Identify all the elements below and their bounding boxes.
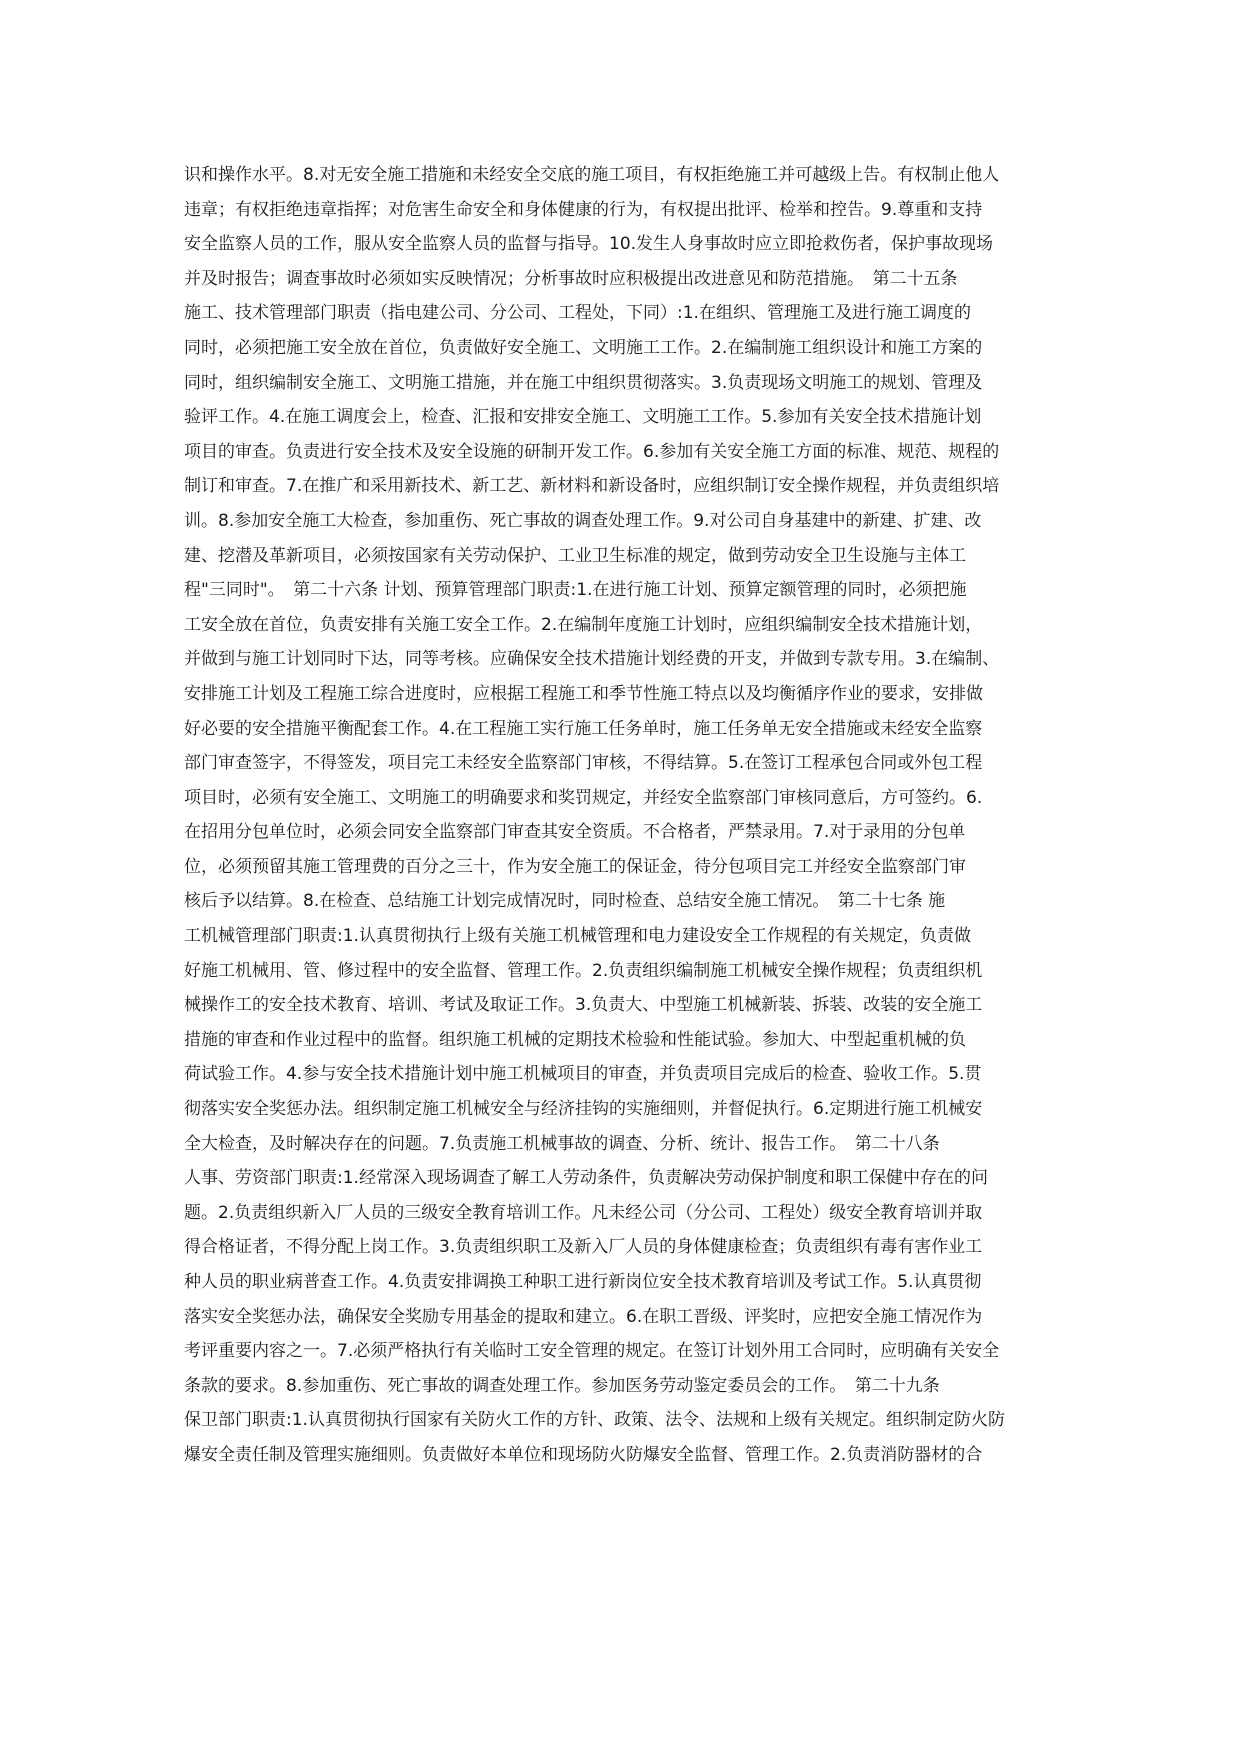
text-line: 彻落实安全奖惩办法。组织制定施工机械安全与经济挂钩的实施细则，并督促执行。6.定期进行施工机械安 [184, 1099, 983, 1120]
body-text [184, 158, 1064, 1473]
text-line: 械操作工的安全技术教育、培训、考试及取证工作。3.负责大、中型施工机械新装、拆装、改装的安全施工 [184, 995, 983, 1016]
text-line: 保卫部门职责:1.认真贯彻执行国家有关防火工作的方针、政策、法令、法规和上级有关规定。组织制定防火防 [184, 1410, 1005, 1431]
text-line: 考评重要内容之一。7.必须严格执行有关临时工安全管理的规定。在签订计划外用工合同时，应明确有关安全 [184, 1341, 1000, 1362]
text-line: 好必要的安全措施平衡配套工作。4.在工程施工实行施工任务单时，施工任务单无安全措施或未经安全监察 [184, 718, 983, 739]
text-line: 题。2.负责组织新入厂人员的三级安全教育培训工作。凡未经公司（分公司、工程处）级安全教育培训并取 [184, 1202, 983, 1223]
text-line: 安全监察人员的工作，服从安全监察人员的监督与指导。10.发生人身事故时应立即抢救伤者，保护事故现场 [184, 234, 994, 255]
text-line: 得合格证者，不得分配上岗工作。3.负责组织职工及新入厂人员的身体健康检查；负责组织有毒有害作业工 [184, 1237, 983, 1258]
text-line: 部门审查签字，不得签发，项目完工未经安全监察部门审核，不得结算。5.在签订工程承包合同或外包工程 [184, 753, 983, 774]
text-line: 工安全放在首位，负责安排有关施工安全工作。2.在编制年度施工计划时，应组织编制安全技术措施计划， [184, 614, 983, 635]
text-line: 验评工作。4.在施工调度会上，检查、汇报和安排安全施工、文明施工工作。5.参加有关安全技术措施计划 [184, 407, 982, 428]
text-line: 全大检查，及时解决存在的问题。7.负责施工机械事故的调查、分析、统计、报告工作。 第二十八条 [184, 1133, 940, 1154]
text-line: 爆安全责任制及管理实施细则。负责做好本单位和现场防火防爆安全监督、管理工作。2.负责消防器材的合 [184, 1444, 983, 1465]
text-line: 制订和审查。7.在推广和采用新技术、新工艺、新材料和新设备时，应组织制订安全操作规程，并负责组织培 [184, 476, 1000, 497]
text-line: 安排施工计划及工程施工综合进度时，应根据工程施工和季节性施工特点以及均衡循序作业的要求，安排做 [184, 683, 983, 704]
text-line: 种人员的职业病普查工作。4.负责安排调换工种职工进行新岗位安全技术教育培训及考试工作。5.认真贯彻 [184, 1272, 982, 1292]
text-line: 违章；有权拒绝违章指挥；对危害生命安全和身体健康的行为，有权提出批评、检举和控告。9.尊重和支持 [184, 199, 983, 220]
text-line: 并及时报告；调查事故时必须如实反映情况；分析事故时应积极提出改进意见和防范措施。 第二十五条 [184, 268, 958, 289]
text-line: 荷试验工作。4.参与安全技术措施计划中施工机械项目的审查，并负责项目完成后的检查、验收工作。5.贯 [184, 1064, 982, 1085]
text-line: 并做到与施工计划同时下达，同等考核。应确保安全技术措施计划经费的开支，并做到专款专用。3.在编制、 [184, 649, 1000, 670]
text-line: 识和操作水平。8.对无安全施工措施和未经安全交底的施工项目，有权拒绝施工并可越级上告。有权制止他人 [184, 165, 1000, 185]
text-line: 措施的审查和作业过程中的监督。组织施工机械的定期技术检验和性能试验。参加大、中型起重机械的负 [184, 1029, 966, 1050]
text-line: 好施工机械用、管、修过程中的安全监督、管理工作。2.负责组织编制施工机械安全操作规程；负责组织机 [184, 960, 983, 981]
text-line: 人事、劳资部门职责:1.经常深入现场调查了解工人劳动条件，负责解决劳动保护制度和职工保健中存在的问 [184, 1168, 988, 1189]
text-line: 核后予以结算。8.在检查、总结施工计划完成情况时，同时检查、总结安全施工情况。 第二十七条 施 [184, 891, 946, 912]
text-line: 项目的审查。负责进行安全技术及安全设施的研制开发工作。6.参加有关安全施工方面的标准、规范、规程的 [184, 441, 1000, 462]
text-line: 位，必须预留其施工管理费的百分之三十，作为安全施工的保证金，待分包项目完工并经安全监察部门审 [184, 856, 966, 877]
text-line: 训。8.参加安全施工大检查，参加重伤、死亡事故的调查处理工作。9.对公司自身基建中的新建、扩建、改 [184, 510, 982, 531]
text-line: 同时，必须把施工安全放在首位，负责做好安全施工、文明施工工作。2.在编制施工组织设计和施工方案的 [184, 337, 983, 358]
text-line: 建、挖潜及革新项目，必须按国家有关劳动保护、工业卫生标准的规定，做到劳动安全卫生设施与主体工 [184, 545, 966, 566]
text-line: 落实安全奖惩办法，确保安全奖励专用基金的提取和建立。6.在职工晋级、评奖时，应把安全施工情况作为 [184, 1306, 983, 1327]
text-line: 条款的要求。8.参加重伤、死亡事故的调查处理工作。参加医务劳动鉴定委员会的工作。 第二十九条 [184, 1375, 940, 1396]
text-line: 同时，组织编制安全施工、文明施工措施，并在施工中组织贯彻落实。3.负责现场文明施工的规划、管理及 [184, 372, 983, 393]
text-line: 项目时，必须有安全施工、文明施工的明确要求和奖罚规定，并经安全监察部门审核同意后，方可签约。6. [184, 787, 983, 808]
text-line: 在招用分包单位时，必须会同安全监察部门审查其安全资质。不合格者，严禁录用。7.对于录用的分包单 [184, 822, 966, 843]
text-line: 工机械管理部门职责:1.认真贯彻执行上级有关施工机械管理和电力建设安全工作规程的有关规定，负责做 [184, 926, 971, 947]
text-line: 程"三同时"。 第二十六条 计划、预算管理部门职责:1.在进行施工计划、预算定额管理的同时，必须把施 [184, 580, 967, 601]
text-line: 施工、技术管理部门职责（指电建公司、分公司、工程处，下同）:1.在组织、管理施工及进行施工调度的 [184, 303, 971, 324]
